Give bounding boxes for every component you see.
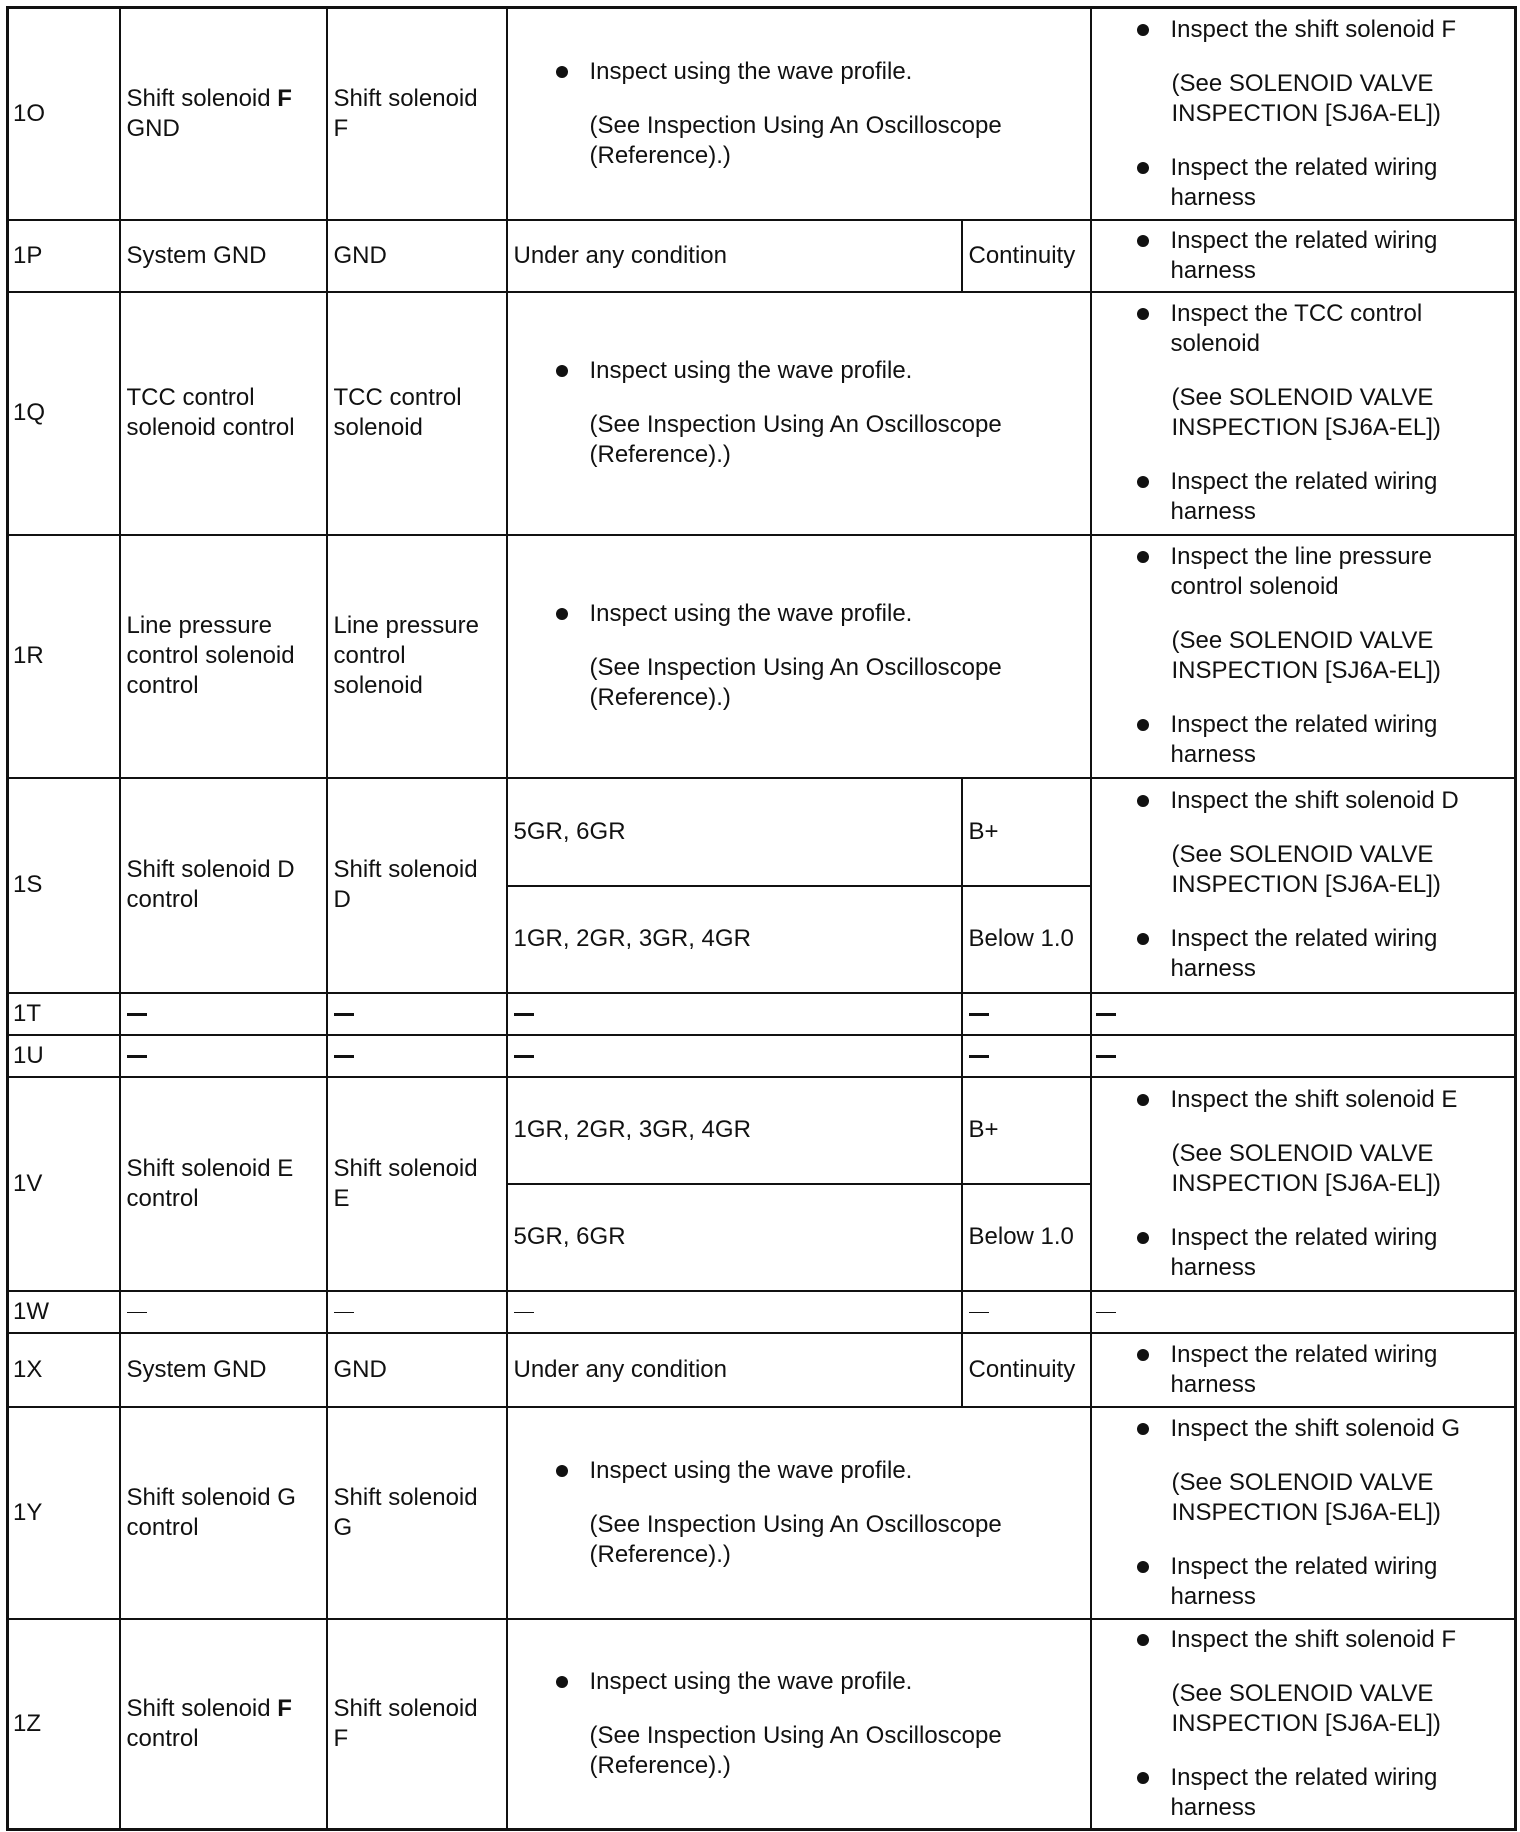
- action-cell: Inspect the related wiring harness: [1091, 220, 1516, 292]
- terminal-cell: 1P: [8, 220, 120, 292]
- condition-cell: Under any condition: [507, 220, 962, 292]
- table-row: [8, 1333, 1516, 1407]
- empty-cell: [327, 1035, 507, 1077]
- bullet-icon: [1137, 24, 1149, 36]
- dash-mark: [334, 1312, 354, 1313]
- bullet-icon: [1137, 308, 1149, 320]
- empty-cell: [1091, 993, 1516, 1035]
- terminal-cell: 1Y: [8, 1407, 120, 1619]
- condition-cell: 1GR, 2GR, 3GR, 4GR: [507, 886, 962, 993]
- terminal-cell: 1Q: [8, 292, 120, 535]
- bullet-icon: [1137, 1634, 1149, 1646]
- signal-cell: Shift solenoid D control: [120, 778, 327, 993]
- action-cell: Inspect the line pressure control solenoid (See SOLENOID VALVE INSPECTION [SJ6A-EL]) Inspect the related wiring harness: [1091, 535, 1516, 778]
- dash-mark: [1096, 1055, 1116, 1058]
- action-cell: Inspect the related wiring harness: [1091, 1333, 1516, 1407]
- terminal-cell: 1S: [8, 778, 120, 993]
- spec-cell: Continuity: [962, 220, 1091, 292]
- table-row: [8, 1407, 1516, 1619]
- bullet-icon: [556, 66, 568, 78]
- condition-cell: 5GR, 6GR: [507, 1184, 962, 1291]
- signal-cell: System GND: [120, 1333, 327, 1407]
- table-row: [8, 1077, 1516, 1184]
- empty-cell: [962, 1291, 1091, 1333]
- terminal-cell: 1T: [8, 993, 120, 1035]
- measurement-cell: Inspect using the wave profile. (See Inspection Using An Oscilloscope (Reference).): [507, 1407, 1091, 1619]
- signal-cell: Shift solenoid F control: [120, 1619, 327, 1830]
- terminal-cell: 1O: [8, 8, 120, 220]
- condition-cell: 1GR, 2GR, 3GR, 4GR: [507, 1077, 962, 1184]
- bullet-icon: [1137, 476, 1149, 488]
- empty-cell: [327, 1291, 507, 1333]
- terminal-cell: 1V: [8, 1077, 120, 1291]
- dash-mark: [514, 1013, 534, 1016]
- bullet-icon: [1137, 551, 1149, 563]
- empty-cell: [120, 1035, 327, 1077]
- bullet-icon: [1137, 933, 1149, 945]
- measurement-cell: Inspect using the wave profile. (See Inspection Using An Oscilloscope (Reference).): [507, 1619, 1091, 1830]
- measurement-cell: Inspect using the wave profile. (See Inspection Using An Oscilloscope (Reference).): [507, 292, 1091, 535]
- empty-cell: [507, 993, 962, 1035]
- table-row: [8, 778, 1516, 886]
- signal-cell: Shift solenoid F GND: [120, 8, 327, 220]
- empty-cell: [962, 1035, 1091, 1077]
- terminal-cell: 1X: [8, 1333, 120, 1407]
- spec-cell: Below 1.0: [962, 886, 1091, 993]
- dash-mark: [127, 1055, 147, 1058]
- bullet-icon: [556, 365, 568, 377]
- bullet-icon: [1137, 1561, 1149, 1573]
- empty-cell: [1091, 1291, 1516, 1333]
- action-cell: Inspect the TCC control solenoid (See SOLENOID VALVE INSPECTION [SJ6A-EL]) Inspect the related wiring harness: [1091, 292, 1516, 535]
- dash-mark: [127, 1013, 147, 1016]
- action-cell: Inspect the shift solenoid D (See SOLENOID VALVE INSPECTION [SJ6A-EL]) Inspect the related wiring harness: [1091, 778, 1516, 993]
- signal-cell: Line pressure control solenoid control: [120, 535, 327, 778]
- dash-mark: [514, 1055, 534, 1058]
- dash-mark: [334, 1055, 354, 1058]
- table-row: [8, 1035, 1516, 1077]
- condition-cell: Under any condition: [507, 1333, 962, 1407]
- action-cell: Inspect the shift solenoid G (See SOLENOID VALVE INSPECTION [SJ6A-EL]) Inspect the related wiring harness: [1091, 1407, 1516, 1619]
- bullet-icon: [1137, 1772, 1149, 1784]
- bullet-icon: [1137, 1094, 1149, 1106]
- dash-mark: [969, 1055, 989, 1058]
- bullet-icon: [1137, 1423, 1149, 1435]
- connected-to-cell: Line pressure control solenoid: [327, 535, 507, 778]
- bullet-icon: [556, 1465, 568, 1477]
- terminal-cell: 1Z: [8, 1619, 120, 1830]
- bullet-icon: [556, 608, 568, 620]
- signal-cell: Shift solenoid E control: [120, 1077, 327, 1291]
- bullet-icon: [556, 1676, 568, 1688]
- connected-to-cell: Shift solenoid F: [327, 8, 507, 220]
- spec-cell: Below 1.0: [962, 1184, 1091, 1291]
- connected-to-cell: GND: [327, 220, 507, 292]
- spec-cell: B+: [962, 778, 1091, 886]
- spec-cell: B+: [962, 1077, 1091, 1184]
- connected-to-cell: Shift solenoid G: [327, 1407, 507, 1619]
- table-row: [8, 220, 1516, 292]
- bullet-icon: [1137, 162, 1149, 174]
- signal-cell: Shift solenoid G control: [120, 1407, 327, 1619]
- bullet-icon: [1137, 1349, 1149, 1361]
- connected-to-cell: TCC control solenoid: [327, 292, 507, 535]
- dash-mark: [1096, 1312, 1116, 1313]
- dash-mark: [969, 1013, 989, 1016]
- spec-cell: Continuity: [962, 1333, 1091, 1407]
- bullet-icon: [1137, 719, 1149, 731]
- dash-mark: [969, 1312, 989, 1313]
- empty-cell: [327, 993, 507, 1035]
- empty-cell: [120, 993, 327, 1035]
- dash-mark: [334, 1013, 354, 1016]
- bullet-icon: [1137, 1232, 1149, 1244]
- table-row: [8, 535, 1516, 778]
- bullet-icon: [1137, 795, 1149, 807]
- connected-to-cell: Shift solenoid D: [327, 778, 507, 993]
- table-row: [8, 8, 1516, 220]
- terminal-cell: 1W: [8, 1291, 120, 1333]
- empty-cell: [962, 993, 1091, 1035]
- measurement-cell: Inspect using the wave profile. (See Inspection Using An Oscilloscope (Reference).): [507, 8, 1091, 220]
- empty-cell: [507, 1035, 962, 1077]
- action-cell: Inspect the shift solenoid F (See SOLENOID VALVE INSPECTION [SJ6A-EL]) Inspect the related wiring harness: [1091, 1619, 1516, 1830]
- signal-cell: TCC control solenoid control: [120, 292, 327, 535]
- table-row: [8, 993, 1516, 1035]
- empty-cell: [120, 1291, 327, 1333]
- signal-cell: System GND: [120, 220, 327, 292]
- empty-cell: [507, 1291, 962, 1333]
- action-cell: Inspect the shift solenoid F (See SOLENOID VALVE INSPECTION [SJ6A-EL]) Inspect the related wiring harness: [1091, 8, 1516, 220]
- dash-mark: [514, 1312, 534, 1313]
- connected-to-cell: Shift solenoid E: [327, 1077, 507, 1291]
- connected-to-cell: GND: [327, 1333, 507, 1407]
- bullet-icon: [1137, 235, 1149, 247]
- terminal-cell: 1R: [8, 535, 120, 778]
- dash-mark: [1096, 1013, 1116, 1016]
- terminal-cell: 1U: [8, 1035, 120, 1077]
- terminal-inspection-table: [6, 6, 1517, 1831]
- action-cell: Inspect the shift solenoid E (See SOLENOID VALVE INSPECTION [SJ6A-EL]) Inspect the related wiring harness: [1091, 1077, 1516, 1291]
- table-row: [8, 1619, 1516, 1830]
- dash-mark: [127, 1312, 147, 1313]
- table-row: [8, 1291, 1516, 1333]
- measurement-cell: Inspect using the wave profile. (See Inspection Using An Oscilloscope (Reference).): [507, 535, 1091, 778]
- table-row: [8, 292, 1516, 535]
- connected-to-cell: Shift solenoid F: [327, 1619, 507, 1830]
- empty-cell: [1091, 1035, 1516, 1077]
- condition-cell: 5GR, 6GR: [507, 778, 962, 886]
